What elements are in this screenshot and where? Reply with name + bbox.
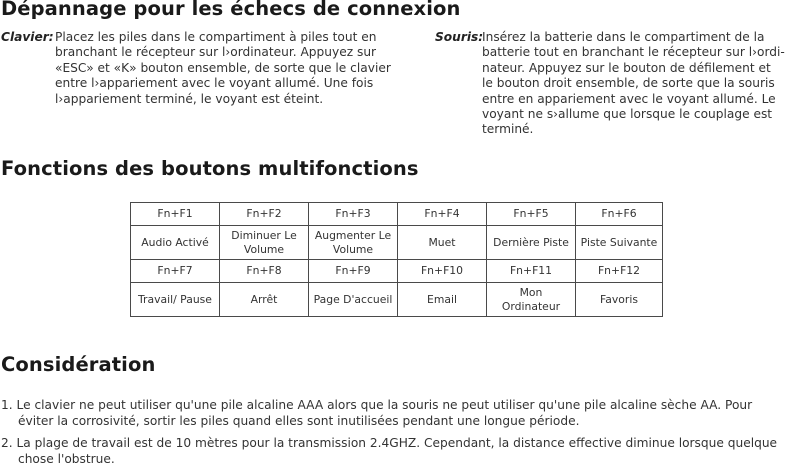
function-cell: Travail/ Pause [131, 283, 220, 317]
key-row [131, 203, 663, 226]
function-cell: Augmenter Le Volume [309, 226, 398, 260]
consideration-number: 1. [1, 398, 13, 412]
key-cell: Fn+F2 [220, 203, 309, 226]
mouse-label: Souris: [435, 30, 484, 44]
consideration-text: Le clavier ne peut utiliser qu'une pile alcaline AAA alors que la souris ne peut utiliser qu'une pile alcaline sèche AA. Pour [16, 398, 753, 412]
keyboard-line: entre l›appariement avec le voyant allumé. Une fois [55, 76, 374, 91]
key-cell: Fn+F8 [220, 260, 309, 283]
function-cell: Favoris [576, 283, 663, 317]
consideration-item [1, 398, 791, 429]
function-key-table [130, 202, 663, 317]
keyboard-label: Clavier: [1, 30, 54, 44]
consideration-title: Considération [1, 353, 156, 376]
function-cell: Mon Ordinateur [487, 283, 576, 317]
mouse-line: Insérez la batterie dans le compartiment de la [482, 30, 765, 44]
key-cell: Fn+F12 [576, 260, 663, 283]
function-cell: Arrêt [220, 283, 309, 317]
function-row [131, 283, 663, 317]
key-row [131, 260, 663, 283]
functions-title: Fonctions des boutons multifonctions [1, 157, 419, 180]
consideration-text: éviter la corrosivité, sortir les piles quand elles sont inutilisées pendant une longue période. [18, 413, 580, 428]
key-cell: Fn+F11 [487, 260, 576, 283]
key-cell: Fn+F6 [576, 203, 663, 226]
key-cell: Fn+F4 [398, 203, 487, 226]
consideration-text: chose l'obstrue. [18, 451, 115, 466]
keyboard-line: Placez les piles dans le compartiment à piles tout en [55, 30, 377, 44]
key-cell: Fn+F10 [398, 260, 487, 283]
function-cell: Dernière Piste [487, 226, 576, 260]
key-cell: Fn+F9 [309, 260, 398, 283]
mouse-line: nateur. Appuyez sur le bouton de défilement et [482, 60, 771, 75]
function-cell: Diminuer Le Volume [220, 226, 309, 260]
mouse-instructions [435, 30, 793, 142]
function-cell: Piste Suivante [576, 226, 663, 260]
key-cell: Fn+F3 [309, 203, 398, 226]
keyboard-line: «ESC» et «K» bouton ensemble, de sorte que le clavier [55, 60, 391, 75]
key-cell: Fn+F7 [131, 260, 220, 283]
function-row [131, 226, 663, 260]
function-cell: Email [398, 283, 487, 317]
mouse-line: voyant ne s›allume que lorsque le couplage est [482, 107, 773, 122]
function-cell: Audio Activé [131, 226, 220, 260]
mouse-line: terminé. [482, 122, 534, 137]
troubleshooting-title: Dépannage pour les échecs de connexion [1, 0, 461, 20]
key-cell: Fn+F1 [131, 203, 220, 226]
function-cell: Page D'accueil [309, 283, 398, 317]
mouse-line: entre en appariement avec le voyant allumé. Le [482, 91, 776, 106]
function-cell: Muet [398, 226, 487, 260]
consideration-text: La plage de travail est de 10 mètres pour la transmission 2.4GHZ. Cependant, la distance effective diminue lorsque quelque [16, 436, 778, 450]
consideration-item [1, 436, 791, 467]
mouse-line: batterie tout en branchant le récepteur sur l›ordi- [482, 45, 785, 60]
keyboard-instructions [1, 30, 411, 112]
mouse-line: le bouton droit ensemble, de sorte que la souris [482, 76, 775, 91]
keyboard-line: l›appariement terminé, le voyant est éteint. [55, 91, 324, 106]
keyboard-line: branchant le récepteur sur l›ordinateur. Appuyez sur [55, 45, 377, 60]
consideration-number: 2. [1, 436, 13, 450]
key-cell: Fn+F5 [487, 203, 576, 226]
